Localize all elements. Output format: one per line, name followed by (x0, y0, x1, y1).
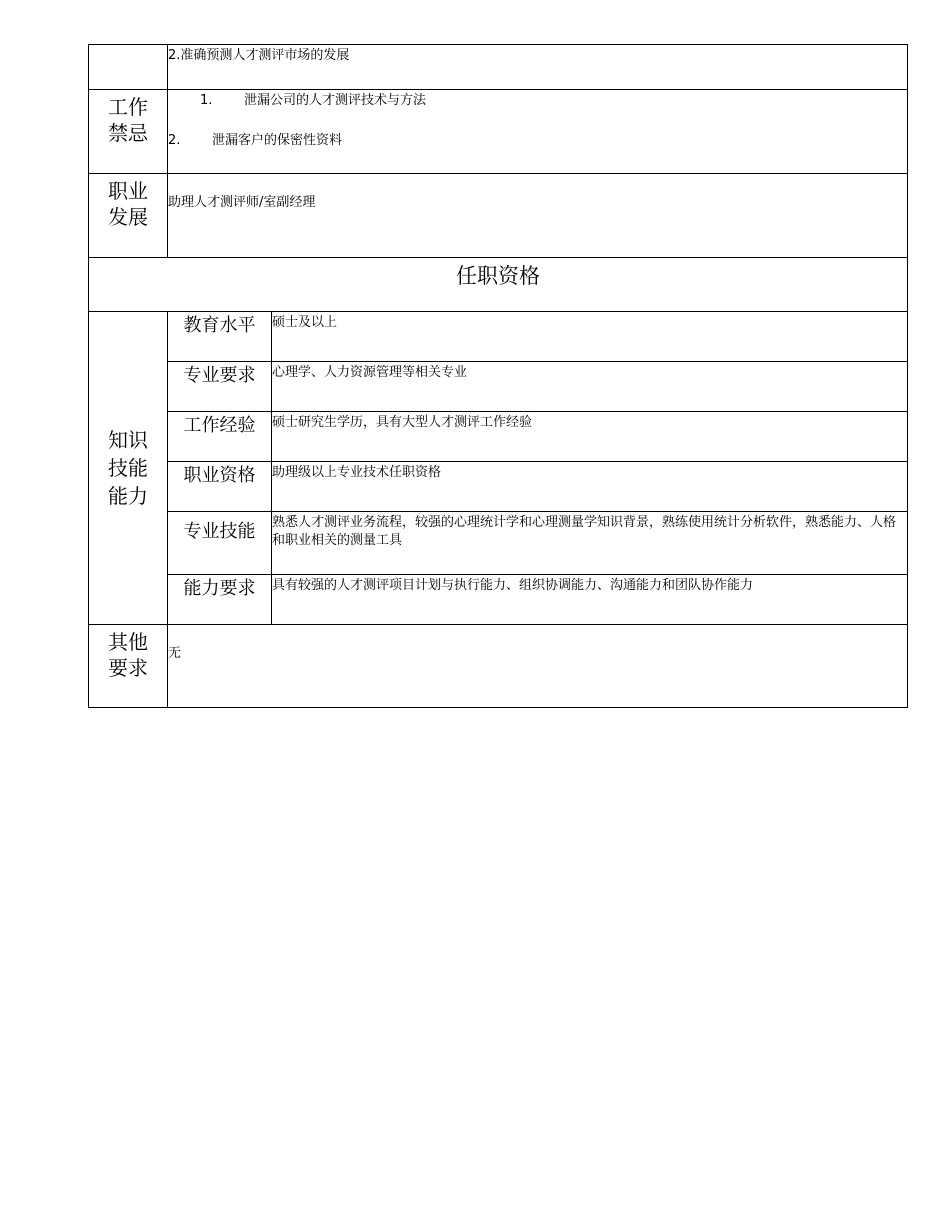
prohibitions-label-line2: 禁忌 (108, 121, 148, 145)
prohibition-item-1-text: 泄漏公司的人才测评技术与方法 (244, 93, 427, 108)
duties-continued-content (168, 45, 908, 90)
qualifications-title-row (89, 258, 908, 312)
certification-value: 助理级以上专业技术任职资格 (272, 462, 908, 512)
professional-skills-label: 专业技能 (168, 512, 272, 575)
prohibition-item-1-num: 1. (200, 93, 213, 108)
duties-continued-row (89, 45, 908, 90)
other-requirements-label (89, 625, 168, 708)
duty-item-2: 2.准确预测人才测评市场的发展 (168, 48, 350, 63)
knowledge-skills-ability-label (89, 312, 168, 625)
education-value: 硕士及以上 (272, 312, 908, 362)
prohibition-item-1 (168, 92, 907, 110)
group-label-line3: 能力 (108, 484, 148, 508)
career-content (168, 174, 908, 258)
other-label-line1: 其他 (108, 630, 148, 654)
career-row (89, 174, 908, 258)
prohibitions-label (89, 90, 168, 174)
qualification-row (89, 462, 908, 512)
duties-continued-label-cell (89, 45, 168, 90)
experience-label: 工作经验 (168, 412, 272, 462)
group-label-line1: 知识 (108, 428, 148, 452)
career-label (89, 174, 168, 258)
other-requirements-value: 无 (168, 646, 182, 661)
other-requirements-content (168, 625, 908, 708)
prohibition-item-2-text: 泄漏客户的保密性资料 (212, 133, 343, 148)
qualifications-title-cell (89, 258, 908, 312)
group-label-line2: 技能 (108, 456, 148, 480)
prohibitions-label-line1: 工作 (108, 95, 148, 119)
qualification-row (89, 575, 908, 625)
certification-label: 职业资格 (168, 462, 272, 512)
ability-value: 具有较强的人才测评项目计划与执行能力、组织协调能力、沟通能力和团队协作能力 (272, 575, 908, 625)
education-label: 教育水平 (168, 312, 272, 362)
prohibitions-content (168, 90, 908, 174)
professional-skills-value: 熟悉人才测评业务流程，较强的心理统计学和心理测量学知识背景，熟练使用统计分析软件，熟悉能力、人格和职业相关的测量工具 (272, 512, 908, 575)
other-requirements-row (89, 625, 908, 708)
prohibition-item-2 (168, 132, 907, 150)
ability-label: 能力要求 (168, 575, 272, 625)
career-label-line1: 职业 (108, 179, 148, 203)
experience-value: 硕士研究生学历，具有大型人才测评工作经验 (272, 412, 908, 462)
career-label-line2: 发展 (108, 205, 148, 229)
qualifications-title: 任职资格 (456, 264, 540, 288)
major-label: 专业要求 (168, 362, 272, 412)
major-value: 心理学、人力资源管理等相关专业 (272, 362, 908, 412)
prohibition-item-2-num: 2. (168, 133, 181, 148)
qualification-row (89, 512, 908, 575)
other-label-line2: 要求 (108, 656, 148, 680)
qualification-row (89, 312, 908, 362)
qualification-row (89, 412, 908, 462)
prohibitions-row (89, 90, 908, 174)
qualification-row (89, 362, 908, 412)
job-description-table (88, 44, 908, 708)
career-value: 助理人才测评师/室副经理 (168, 195, 316, 210)
